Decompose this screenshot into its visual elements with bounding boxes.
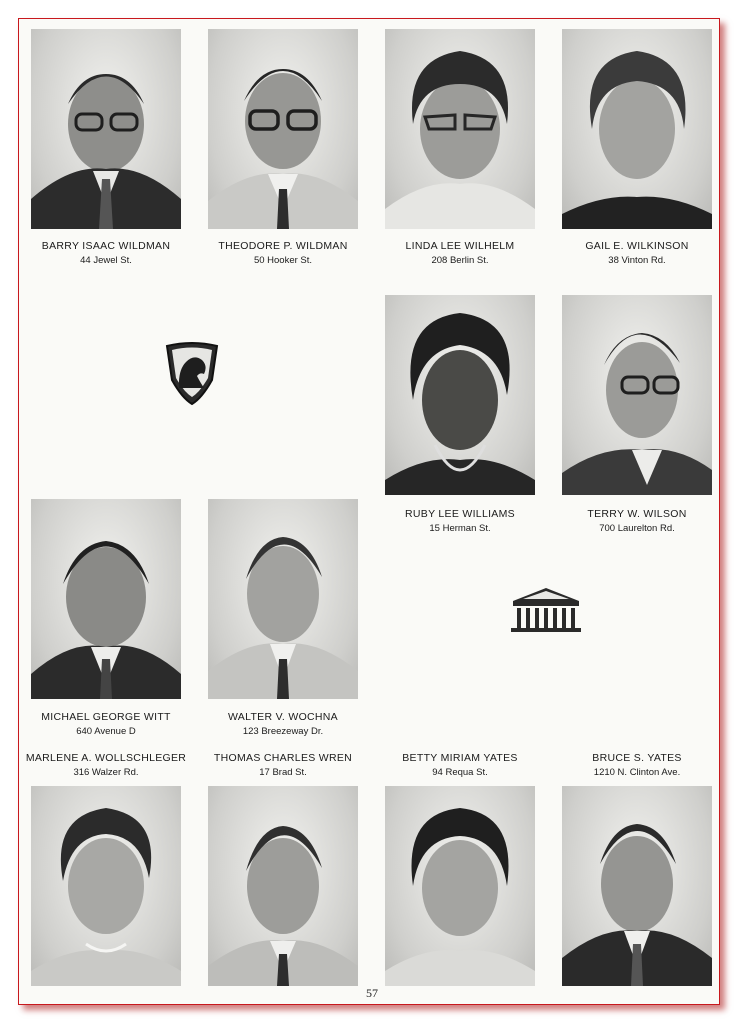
student-address: 44 Jewel St. (80, 255, 132, 266)
student-address: 700 Laurelton Rd. (599, 523, 675, 534)
student-name: WALTER V. WOCHNA (227, 711, 338, 723)
student-address: 1210 N. Clinton Ave. (593, 767, 681, 778)
student-name: TERRY W. WILSON (587, 508, 687, 520)
student-address: 50 Hooker St. (253, 255, 313, 266)
portrait-photo (208, 499, 358, 699)
knight-shield-icon (164, 342, 220, 411)
page-number: 57 (366, 986, 378, 1000)
student-name: THEODORE P. WILDMAN (218, 240, 348, 252)
student-name: GAIL E. WILKINSON (585, 240, 689, 252)
portrait-photo (562, 295, 712, 495)
portrait-photo (562, 786, 712, 986)
student-name: BETTY MIRIAM YATES (402, 752, 518, 764)
yearbook-page (18, 18, 720, 1005)
student-name: LINDA LEE WILHELM (405, 240, 515, 252)
student-name: MARLENE A. WOLLSCHLEGER (25, 752, 187, 764)
student-name: BRUCE S. YATES (592, 752, 682, 764)
student-address: 208 Berlin St. (431, 255, 489, 266)
student-address: 123 Breezeway Dr. (242, 726, 324, 737)
portrait-photo (385, 295, 535, 495)
portrait-photo (385, 786, 535, 986)
student-address: 94 Requa St. (432, 767, 488, 778)
student-name: RUBY LEE WILLIAMS (405, 508, 515, 520)
student-address: 38 Vinton Rd. (608, 255, 666, 266)
building-columns-icon (509, 585, 583, 640)
portrait-photo (208, 786, 358, 986)
student-name: BARRY ISAAC WILDMAN (41, 240, 171, 252)
portrait-photo (31, 499, 181, 699)
student-name: THOMAS CHARLES WREN (213, 752, 353, 764)
portrait-photo (31, 29, 181, 229)
portrait-photo (31, 786, 181, 986)
portrait-photo (385, 29, 535, 229)
student-address: 640 Avenue D (76, 726, 136, 737)
portrait-photo (562, 29, 712, 229)
portrait-photo (208, 29, 358, 229)
student-name: MICHAEL GEORGE WITT (41, 711, 171, 723)
student-address: 15 Herman St. (429, 523, 491, 534)
student-address: 17 Brad St. (259, 767, 307, 778)
student-address: 316 Walzer Rd. (73, 767, 139, 778)
